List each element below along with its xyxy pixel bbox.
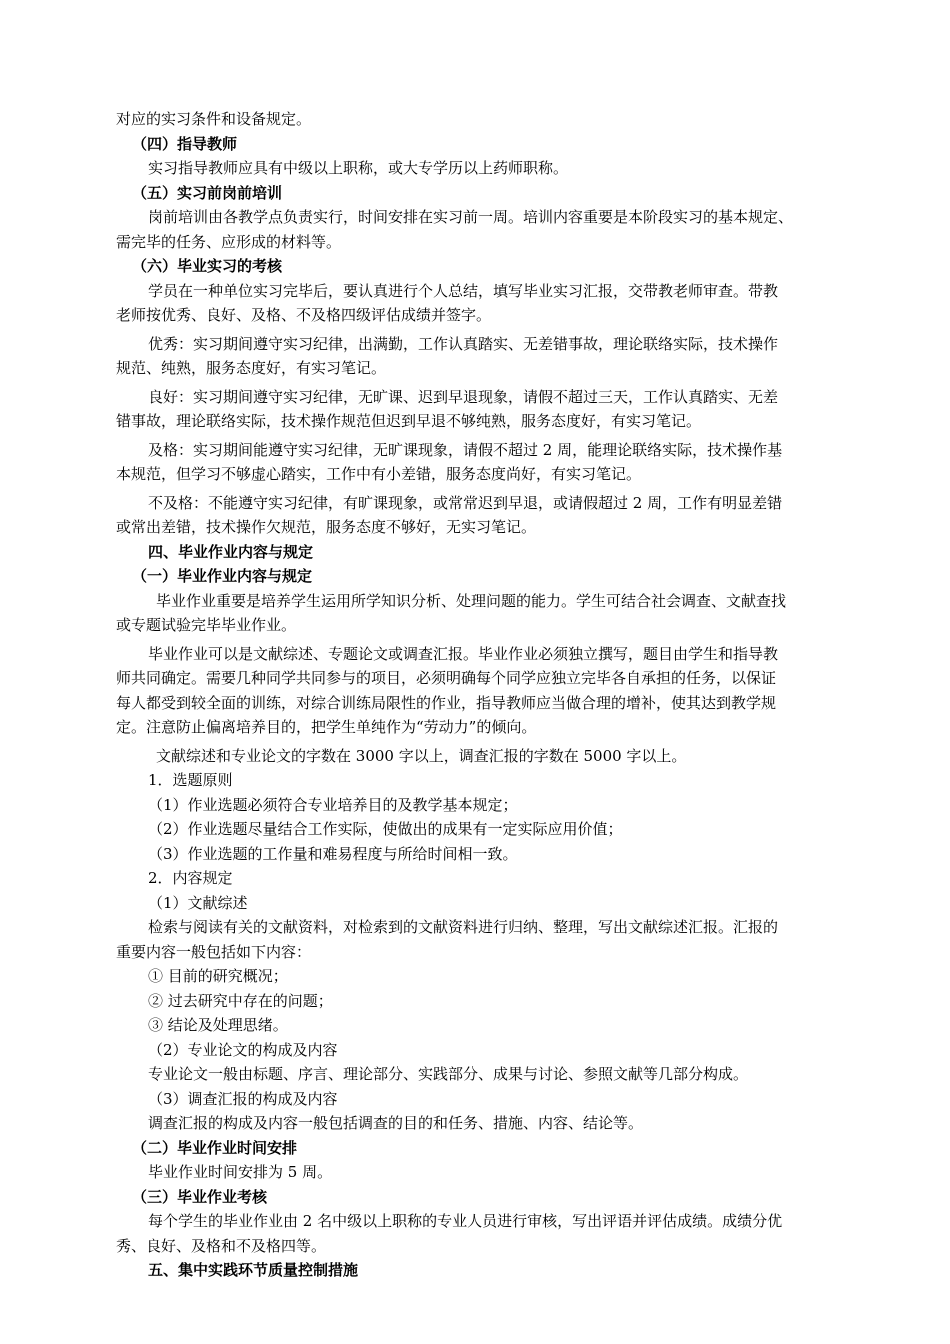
paragraph-line: 专业论文一般由标题、序言、理论部分、实践部分、成果与讨论、参照文献等几部分构成。 xyxy=(148,1065,749,1083)
list-subheading: （1）文献综述 xyxy=(148,893,248,912)
heading-graduation-work-content: （一）毕业作业内容与规定 xyxy=(132,567,313,585)
paragraph-line: 毕业作业重要是培养学生运用所学知识分析、处理问题的能力。学生可结合社会调查、文献查找 xyxy=(156,591,787,610)
list-item: （2）作业选题尽量结合工作实际，使做出的成果有一定实际应用价值； xyxy=(148,820,623,838)
paragraph-line: 及格：实习期间能遵守实习纪律，无旷课现象，请假不超过 2 周，能理论联络实际，技术操作基 xyxy=(148,440,783,459)
paragraph-line: 规范、纯熟，服务态度好，有实习笔记。 xyxy=(116,359,387,377)
paragraph-line: 调查汇报的构成及内容一般包括调查的目的和任务、措施、内容、结论等。 xyxy=(148,1114,644,1132)
paragraph-line: 不及格：不能遵守实习纪律，有旷课现象，或常常迟到早退，或请假超过 2 周，工作有明显差错 xyxy=(148,493,783,512)
paragraph-line: 岗前培训由各教学点负责实行，时间安排在实习前一周。培训内容重要是本阶段实习的基本规定、 xyxy=(148,208,794,226)
paragraph-line: 或常出差错，技术操作欠规范，服务态度不够好，无实习笔记。 xyxy=(116,518,537,536)
list-subheading: （2）专业论文的构成及内容 xyxy=(148,1040,338,1059)
heading-instructor: （四）指导教师 xyxy=(132,134,238,153)
heading-pre-training: （五）实习前岗前培训 xyxy=(132,183,283,202)
paragraph-line: 错事故，理论联络实际，技术操作规范但迟到早退不够纯熟，服务态度好，有实习笔记。 xyxy=(116,412,702,430)
heading-section-5: 五、集中实践环节质量控制措施 xyxy=(148,1261,359,1279)
paragraph-line: 学员在一种单位实习完毕后，要认真进行个人总结，填写毕业实习汇报，交带教老师审查。带教 xyxy=(148,281,779,300)
heading-internship-assessment: （六）毕业实习的考核 xyxy=(132,257,283,275)
paragraph-line: 或专题试验完毕毕业作业。 xyxy=(116,616,297,634)
list-item: （3）作业选题的工作量和难易程度与所给时间相一致。 xyxy=(148,844,518,863)
heading-work-schedule: （二）毕业作业时间安排 xyxy=(132,1138,298,1157)
heading-section-4: 四、毕业作业内容与规定 xyxy=(148,542,314,561)
paragraph-line: 本规范，但学习不够虚心踏实，工作中有小差错，服务态度尚好，有实习笔记。 xyxy=(116,465,642,483)
heading-work-assessment: （三）毕业作业考核 xyxy=(132,1187,268,1206)
list-item: ② 过去研究中存在的问题； xyxy=(148,991,333,1010)
list-item: ③ 结论及处理思绪。 xyxy=(148,1016,288,1034)
paragraph-line: 老师按优秀、良好、及格、不及格四级评估成绩并签字。 xyxy=(116,306,492,324)
list-item: ① 目前的研究概况； xyxy=(148,967,288,985)
list-item: （1）作业选题必须符合专业培养目的及教学基本规定； xyxy=(148,795,518,814)
paragraph-line: 对应的实习条件和设备规定。 xyxy=(116,110,312,128)
paragraph-line: 检索与阅读有关的文献资料，对检索到的文献资料进行归纳、整理，写出文献综述汇报。汇报的 xyxy=(148,918,779,936)
paragraph-line: 定。注意防止偏离培养目的，把学生单纯作为“劳动力”的倾向。 xyxy=(116,718,537,736)
paragraph-line: 每人都受到较全面的训练，对综合训练局限性的作业，指导教师应当做合理的增补，使其达到教学规 xyxy=(116,693,777,712)
list-heading: 2．内容规定 xyxy=(148,869,233,887)
document-page xyxy=(116,107,870,1283)
paragraph-line: 师共同确定。需要几种同学共同参与的项目，必须明确每个同学应独立完毕各自承担的任务，以保证 xyxy=(116,669,777,687)
paragraph-line: 文献综述和专业论文的字数在 3000 字以上，调查汇报的字数在 5000 字以上。 xyxy=(156,746,687,765)
paragraph-line: 秀、良好、及格和不及格四等。 xyxy=(116,1236,327,1255)
paragraph-line: 优秀：实习期间遵守实习纪律，出满勤，工作认真踏实、无差错事故，理论联络实际，技术操作 xyxy=(148,334,779,353)
paragraph-line: 毕业作业可以是文献综述、专题论文或调查汇报。毕业作业必须独立撰写，题目由学生和指导教 xyxy=(148,644,779,663)
paragraph-line: 需完毕的任务、应形成的材料等。 xyxy=(116,232,342,251)
paragraph-line: 良好：实习期间遵守实习纪律，无旷课、迟到早退现象，请假不超过三天，工作认真踏实、无差 xyxy=(148,387,779,406)
list-subheading: （3）调查汇报的构成及内容 xyxy=(148,1089,338,1108)
paragraph-line: 毕业作业时间安排为 5 周。 xyxy=(148,1163,333,1181)
list-heading: 1．选题原则 xyxy=(148,771,233,789)
paragraph-line: 每个学生的毕业作业由 2 名中级以上职称的专业人员进行审核，写出评语并评估成绩。成绩分优 xyxy=(148,1212,783,1230)
paragraph-line: 重要内容一般包括如下内容： xyxy=(116,942,312,961)
paragraph-line: 实习指导教师应具有中级以上职称，或大专学历以上药师职称。 xyxy=(148,159,569,177)
